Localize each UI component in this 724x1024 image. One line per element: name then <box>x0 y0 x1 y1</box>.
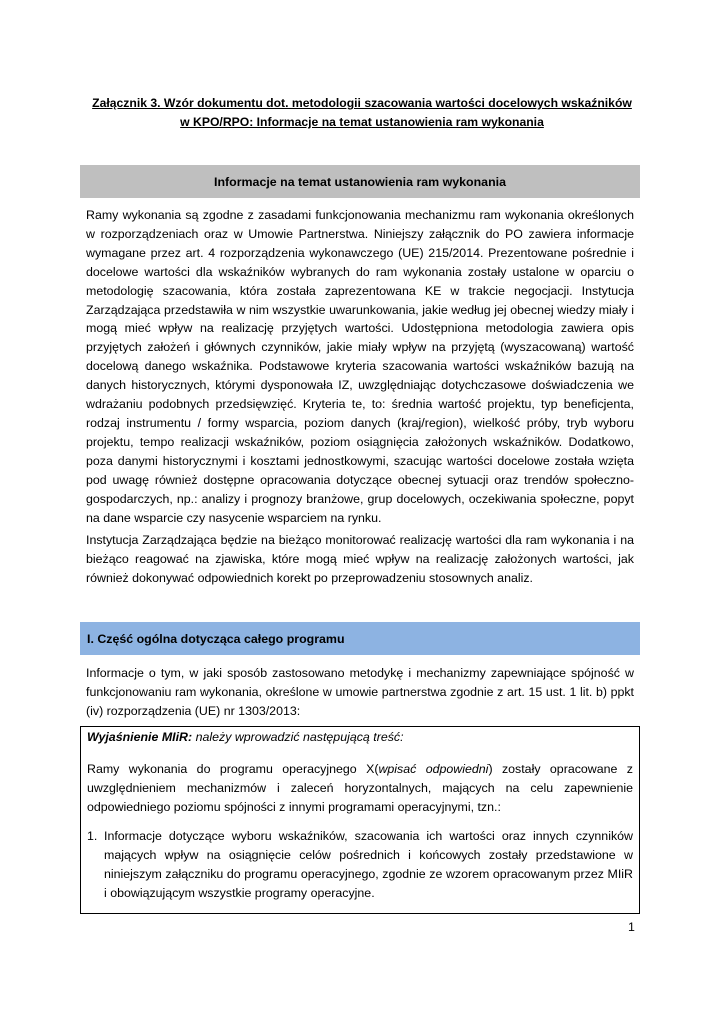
explanation-label <box>87 730 404 744</box>
page-number: 1 <box>628 920 635 934</box>
explanation-label-bold: Wyjaśnienie MIiR: <box>87 730 193 744</box>
title-line-2: w KPO/RPO: Informacje na temat ustanowienia ram wykonania <box>180 115 544 129</box>
section-heading-info-text: Informacje na temat ustanowienia ram wykonania <box>214 174 506 189</box>
list-number: 1. <box>87 829 98 843</box>
section-heading-info <box>80 165 640 198</box>
general-paragraph: Informacje o tym, w jaki sposób zastosowano metodykę i mechanizmy zapewniające spójność w funkcjonowaniu ram wykonania, określone w umowie partnerstwa zgodnie z art. 15 ust. 1 lit. b) ppkt (iv) rozporządzenia (UE) nr 1303/2013: <box>86 666 634 718</box>
list-text: Informacje dotyczące wyboru wskaźników, szacowania ich wartości oraz innych czynników mających wpływ na osiągnięcie celów pośrednich i końcowych zostały przedstawione w niniejszym załączniku do programu operacyjnego, zgodnie ze wzorem opracowanym przez MIiR i obowiązującym wszystkie programy operacyjne. <box>104 829 633 900</box>
explanation-paragraph <box>87 760 633 817</box>
title-line-1: Załącznik 3. Wzór dokumentu dot. metodologii szacowania wartości docelowych wskaźników <box>92 96 632 110</box>
intro-paragraph: Ramy wykonania są zgodne z zasadami funkcjonowania mechanizmu ram wykonania określonych w rozporządzeniach oraz w Umowie Partnerstwa. Niniejszy załącznik do PO zawiera informacje wymagane przez art. 4 rozporządzenia wykonawczego (UE) 215/2014. Prezentowane pośrednie i docelowe wartości dla wskaźników wybranych do ram wykonania zostały ustalone w oparciu o metodologię szacowania, która została zaprezentowana KE w trakcie negocjacji. Instytucja Zarządzająca przedstawiła w nim wszystkie uwarunkowania, jakie według jej obecnej wiedzy miały i mogą mieć wpływ na realizację przyjętych wartości. Udostępniona metodologia zawiera opis przyjętych założeń i głównych czynników, jakie miały wpływ na przyjętą (wyszacowaną) wartość docelową danego wskaźnika. Podstawowe kryteria szacowania wartości wskaźników bazują na danych historycznych, którymi dysponowała IZ, uwzględniając dotychczasowe doświadczenia we wdrażaniu podobnych przedsięwzięć. Kryteria te, to: średnia wartość projektu, typ beneficjenta, rodzaj instrumentu / formy wsparcia, poziom danych (kraj/region), wielkość próby, tryb wyboru projektu, tempo realizacji wskaźników, poziom osiągnięcia założonych wskaźników. Dodatkowo, poza danymi historycznymi i kosztami jednostkowymi, szacując wartości docelowe została wzięta pod uwagę również dostępne opracowania dotyczące obecnej sytuacji oraz trendów społeczno-gospodarczych, np.: analizy i prognozy branżowe, grup docelowych, oczekiwania społeczne, popyt na dane wsparcie czy nasycenie wsparciem na rynku. <box>86 208 634 525</box>
explanation-text-part2: ) zostały opracowane z uwzględnieniem mechanizmów i zaleceń horyzontalnych, mających na celu zapewnienie odpowiedniego poziomu spójności z innymi programami operacyjnymi, tzn.: <box>87 762 634 814</box>
explanation-label-rest: należy wprowadzić następującą treść: <box>192 730 404 744</box>
explanation-text-part1: Ramy wykonania do programu operacyjnego X( <box>87 762 379 776</box>
section-heading-general <box>80 622 640 655</box>
list-item <box>87 827 633 903</box>
section-heading-general-text: I. Część ogólna dotycząca całego programu <box>87 631 345 646</box>
monitoring-paragraph: Instytucja Zarządzająca będzie na bieżąco monitorować realizację wartości dla ram wykonania i na bieżąco reagować na zjawiska, które mogą mieć wpływ na realizację założonych wartości, jak również dokonywać odpowiednich korekt po przeprowadzeniu stosownych analiz. <box>86 533 634 585</box>
explanation-box <box>80 726 640 914</box>
explanation-italic: wpisać odpowiedni <box>378 762 489 776</box>
document-title <box>86 94 638 132</box>
